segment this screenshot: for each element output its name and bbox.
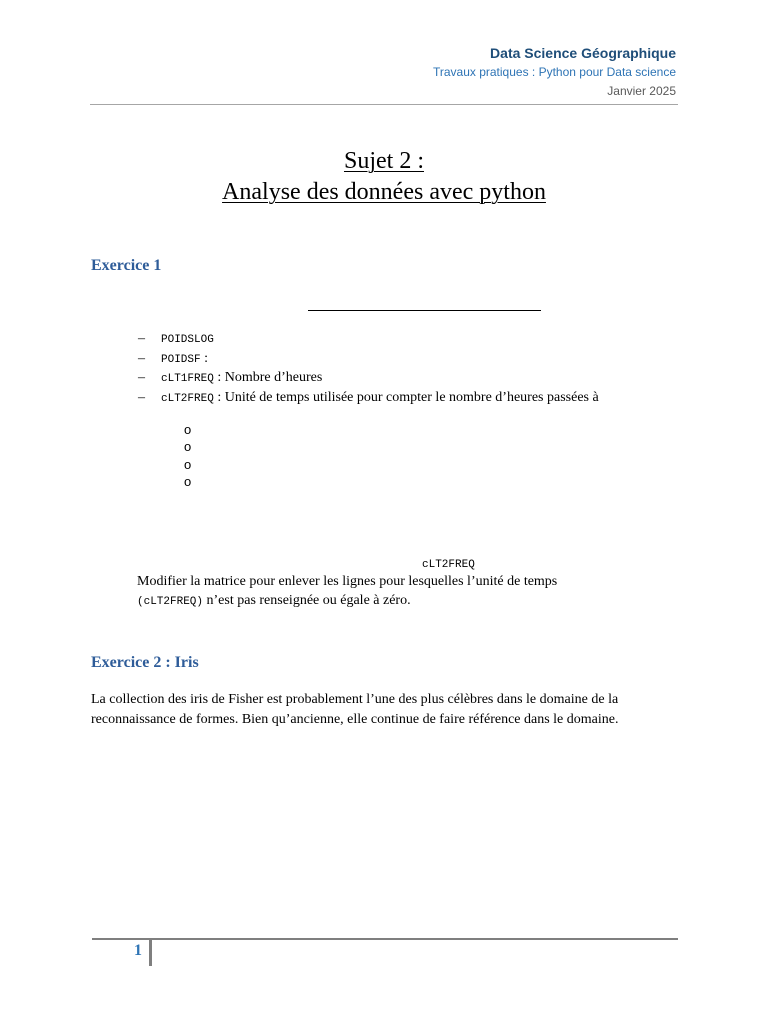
instruction-line-2: n’est pas renseignée ou égale à zéro. [203,593,411,608]
blank-underline [308,310,541,311]
circle-bullet: o [184,473,192,489]
dash-bullet: – [138,370,145,385]
variable-code: POIDSLOG [161,334,214,346]
document-title [0,146,768,208]
variable-description: : [200,350,208,366]
instruction-paragraph [137,572,557,612]
circle-bullet: o [184,439,192,455]
variable-description: : Unité de temps utilisée pour compter le nombre d’heures passées à [213,389,599,405]
list-item [138,389,599,409]
circle-bullet: o [184,422,192,437]
list-item [138,350,599,370]
variable-description: : Nombre d’heures [213,370,323,385]
variable-code: cLT2FREQ [161,392,214,405]
header-title: Data Science Géographique [490,45,676,61]
variable-code: cLT1FREQ [161,373,214,385]
page-number: 1 [134,942,142,959]
dash-bullet: – [138,389,145,405]
page-number-bar [149,940,152,966]
page-header [433,44,676,100]
instruction-line-1: Modifier la matrice pour enlever les lignes pour lesquelles l’unité de temps [137,574,558,589]
title-line-2: Analyse des données avec python [222,179,546,205]
sub-item-list [184,421,191,490]
header-date: Janvier 2025 [607,84,676,98]
variable-list [138,330,599,408]
header-divider [90,104,678,105]
dash-bullet: – [138,331,145,346]
list-item [138,330,599,350]
circle-bullet: o [184,456,192,472]
header-subtitle: Travaux pratiques : Python pour Data science [432,65,676,79]
list-item [138,369,599,389]
variable-code: POIDSF [161,353,201,366]
exercise-2-heading: Exercice 2 : Iris [91,654,199,671]
exercise-1-heading: Exercice 1 [91,257,162,274]
dash-bullet: – [138,350,145,366]
title-line-1: Sujet 2 : [343,148,424,174]
iris-paragraph: La collection des iris de Fisher est probablement l’une des plus célèbres dans le domaine de la reconnaissance de formes. Bien qu’ancienne, elle continue de faire référence dans le domaine. [91,692,619,727]
instruction-code: (cLT2FREQ) [137,596,204,608]
footer-divider [92,938,678,940]
variable-label: cLT2FREQ [422,559,475,571]
